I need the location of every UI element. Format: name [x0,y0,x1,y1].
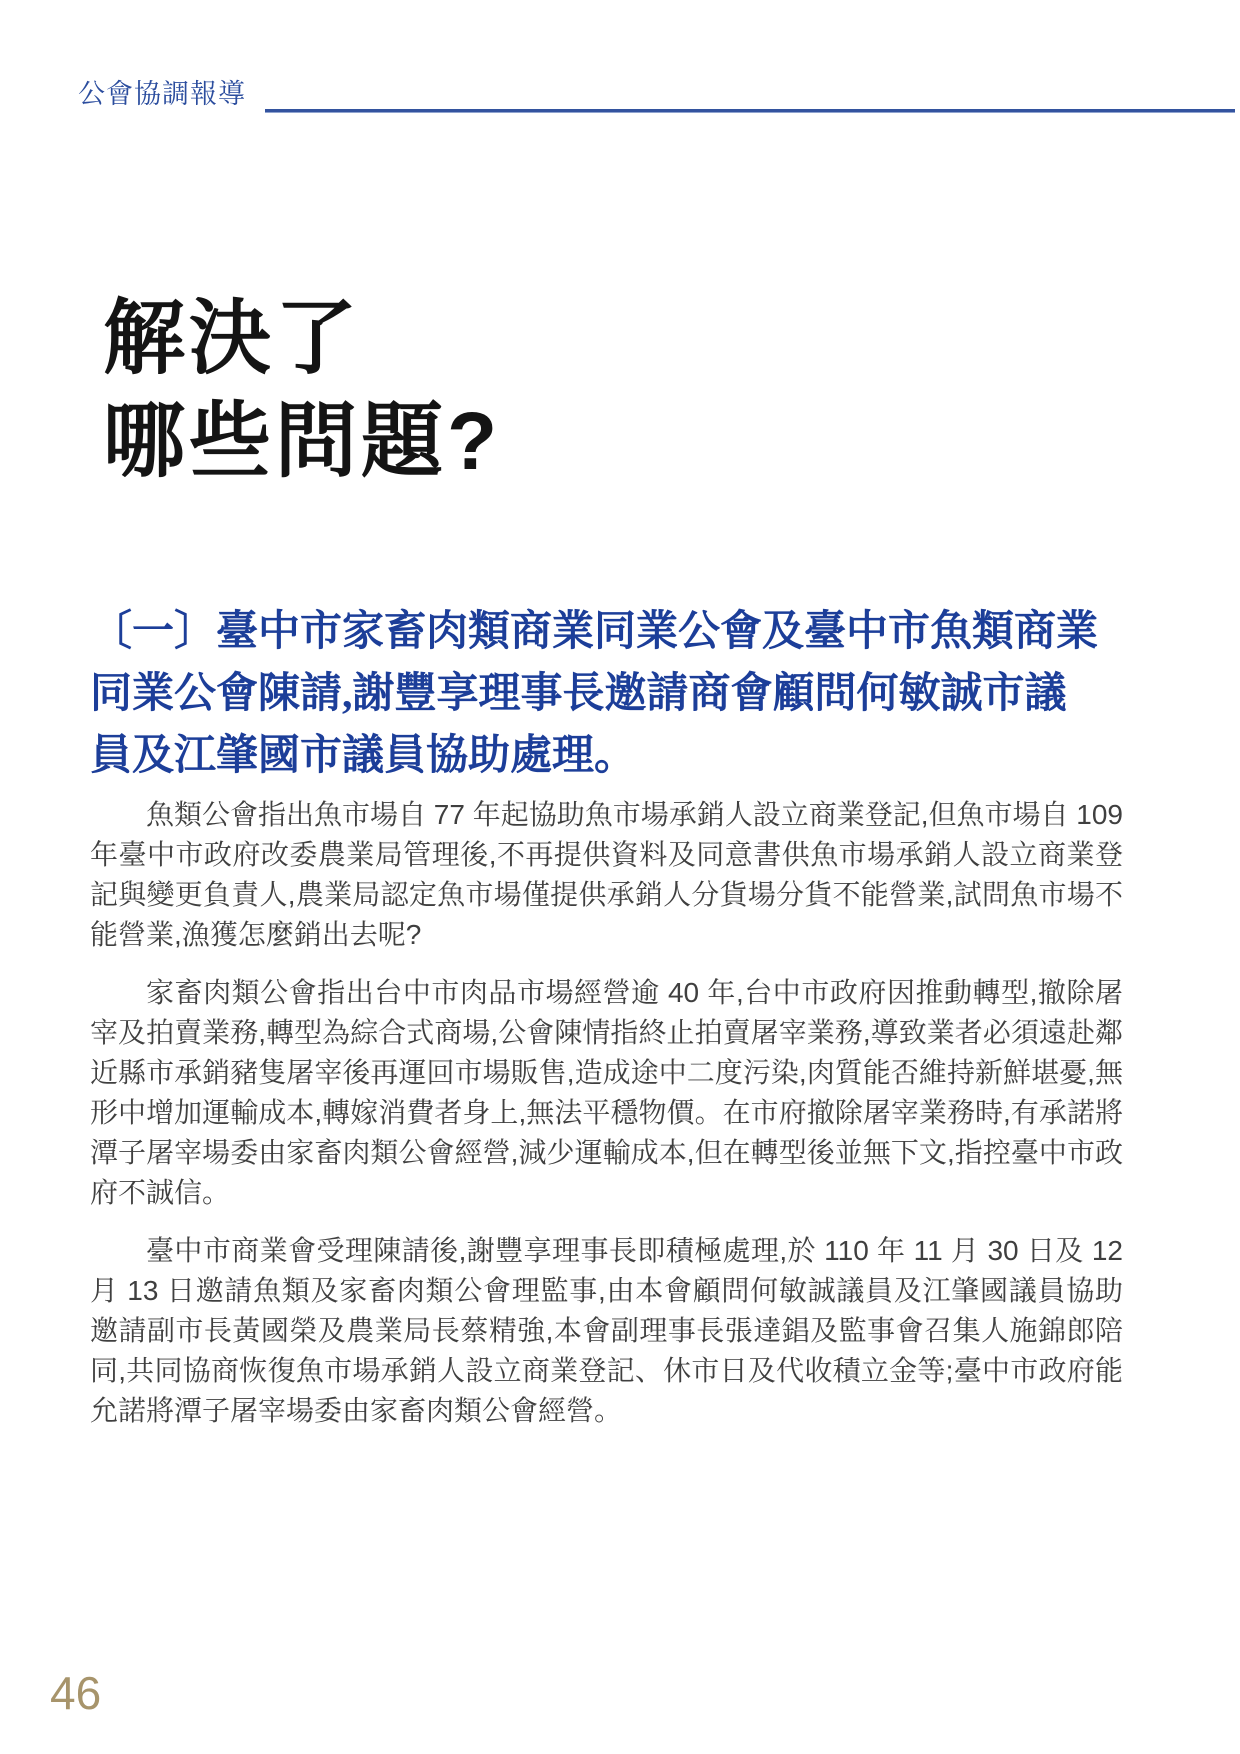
page-title-line-2: 哪些問題? [103,396,502,487]
section-subheading [90,601,1136,787]
subheading-line-2: 同業公會陳請,謝豐享理事長邀請商會顧問何敏誠市議 [90,671,1067,717]
paragraph-fish-association: 魚類公會指出魚市場自 77 年起協助魚市場承銷人設立商業登記,但魚市場自 109 年臺中市政府改委農業局管理後,不再提供資料及同意書供魚市場承銷人設立商業登記與變更負責人,農業局認定魚市場僅提供承銷人分貨場分貨不能營業,試問魚市場不能營業,漁獲怎麼銷出去呢? [90,799,1123,950]
subheading-line-1: 〔一〕臺中市家畜肉類商業同業公會及臺中市魚類商業 [90,609,1099,655]
body-text-block [90,795,1123,1449]
page-title-line-1: 解決了 [103,293,362,384]
paragraph-resolution: 臺中市商業會受理陳請後,謝豐享理事長即積極處理,於 110 年 11 月 30 日及 12 月 13 日邀請魚類及家畜肉類公會理監事,由本會顧問何敏誠議員及江肇國議員協助邀請副市長黃國榮及農業局長蔡精強,本會副理事長張達錩及監事會召集人施錦郎陪同,共同協商恢復魚市場承銷人設立商業登記、休市日及代收積立金等;臺中市政府能允諾將潭子屠宰場委由家畜肉類公會經營。 [90,1235,1123,1426]
running-header-label: 公會協調報導 [78,79,246,109]
subheading-line-3: 員及江肇國市議員協助處理。 [90,733,637,779]
header-rule-divider [265,109,1235,112]
paragraph-meat-association: 家畜肉類公會指出台中市肉品市場經營逾 40 年,台中市政府因推動轉型,撤除屠宰及拍賣業務,轉型為綜合式商場,公會陳情指終止拍賣屠宰業務,導致業者必須遠赴鄰近縣市承銷豬隻屠宰後再運回市場販售,造成途中二度污染,肉質能否維持新鮮堪憂,無形中增加運輸成本,轉嫁消費者身上,無法平穩物價。在市府撤除屠宰業務時,有承諾將潭子屠宰場委由家畜肉類公會經營,減少運輸成本,但在轉型後並無下文,指控臺中市政府不誠信。 [90,977,1124,1208]
page-title [103,287,501,493]
page-number: 46 [50,1667,102,1719]
